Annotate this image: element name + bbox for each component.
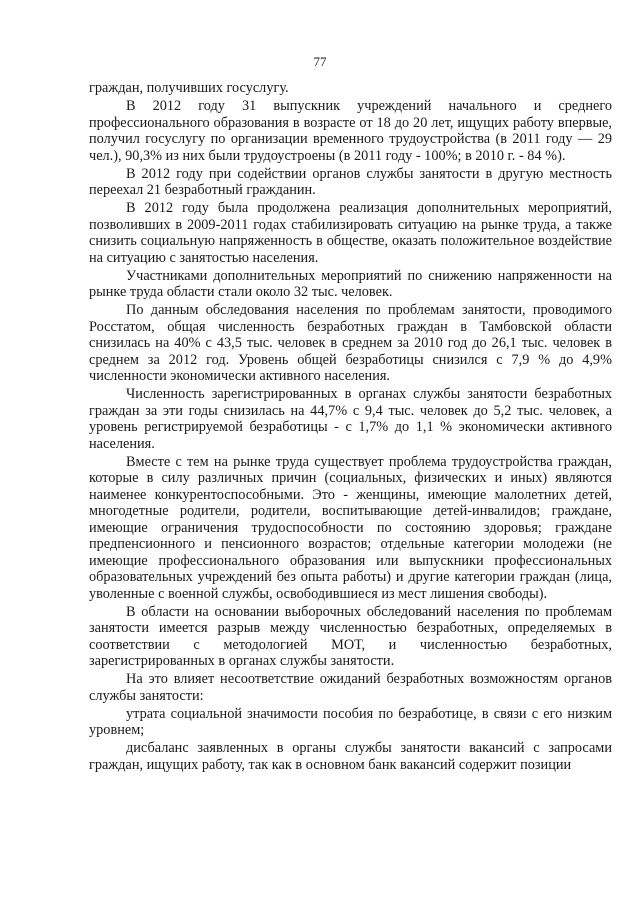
paragraph-additional-measures: В 2012 году была продолжена реализация дополнительных мероприятий, позволивших в 2009-2011 годах стабилизировать ситуацию на рынке труда, а также снизить социальную напряженность в обществе, оказать положительное воздействие на ситуацию с занятостью населения. — [89, 200, 612, 266]
paragraph-graduates: В 2012 году 31 выпускник учреждений начального и среднего профессионального образования в возрасте от 18 до 20 лет, ищущих работу впервые, получил госуслугу по организации временного трудоустройства (в 2011 году — 29 чел.), 90,3% из них были трудоустроены (в 2011 году - 100%; в 2010 г. - 84 %). — [89, 98, 612, 164]
paragraph-ilo-gap: В области на основании выборочных обследований населения по проблемам занятости имеется разрыв между численностью безработных, определяемых в соответствии с методологией МОТ, и численностью безработных, зарегистрированных в органах службы занятости. — [89, 603, 612, 669]
paragraph-continuation: граждан, получивших госуслугу. — [89, 80, 289, 96]
paragraph-employment-problem: Вместе с тем на рынке труда существует проблема трудоустройства граждан, которые в силу различных причин (социальных, физических и иных) являются наименее конкурентоспособными. Это - женщины, имеющие малолетних детей, многодетные родители, родители, воспитывающие детей-инвалидов; граждане, имеющие ограничения трудоспособности по состоянию здоровья; граждане предпенсионного и пенсионного возрастов; отдельные категории молодежи (не имеющие профессионального образования или выпускники профессиональных образовательных учреждений без опыта работы) и другие категории граждан (лица, уволенные с военной службы, освободившиеся из мест лишения свободы). — [89, 453, 612, 602]
paragraph-rosstat-survey: По данным обследования населения по проблемам занятости, проводимого Росстатом, общая численность безработных граждан в Тамбовской области снизилась на 40% с 43,5 тыс. человек в среднем за 2010 год до 26,1 тыс. человек в среднем за 2012 год. Уровень общей безработицы снизился с 7,9 % до 4,9% численности экономически активного населения. — [89, 302, 612, 384]
paragraph-relocation: В 2012 году при содействии органов службы занятости в другую местность переехал 21 безработный гражданин. — [89, 165, 612, 198]
paragraph-expectations: На это влияет несоответствие ожиданий безработных возможностям органов службы занятости: — [89, 671, 612, 704]
body-text — [89, 80, 612, 775]
page-number: 77 — [313, 54, 327, 69]
paragraph-benefit-loss: утрата социальной значимости пособия по безработице, в связи с его низким уровнем; — [89, 705, 612, 738]
paragraph-participants: Участниками дополнительных мероприятий по снижению напряженности на рынке труда области стали около 32 тыс. человек. — [89, 267, 612, 300]
paragraph-vacancy-imbalance: дисбаланс заявленных в органы службы занятости вакансий с запросами граждан, ищущих работу, так как в основном банк вакансий содержит позиции — [89, 740, 612, 773]
paragraph-registered-unemployed: Численность зарегистрированных в органах службы занятости безработных граждан за эти годы снизилась на 44,7% с 9,4 тыс. человек до 5,2 тыс. человек, а уровень регистрируемой безработицы - с 1,7% до 1,1 % экономически активного населения. — [89, 386, 612, 452]
